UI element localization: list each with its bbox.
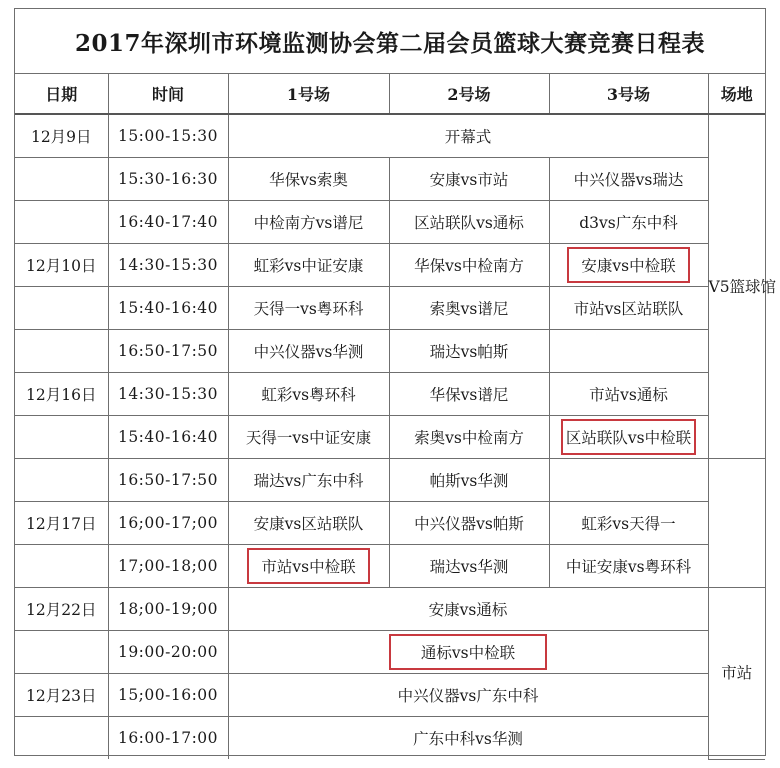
table-row [15,717,765,760]
match-cell-court-3 [549,244,708,287]
match-cell-court-2: 帕斯vs华测 [389,459,549,502]
table-row [15,674,765,717]
time-cell: 15:00-15:30 [108,114,228,158]
match-cell-span: 中兴仪器vs广东中科 [228,674,708,717]
date-cell: 12月16日 [15,373,108,416]
time-cell: 15;00-16:00 [108,674,228,717]
table-row [15,244,765,287]
venue-cell-city-station: 市站 [708,588,765,760]
date-cell: 12月9日 [15,114,108,158]
time-cell: 15:30-16:30 [108,158,228,201]
match-cell-span [228,631,708,674]
match-cell-court-1: 瑞达vs广东中科 [228,459,389,502]
table-row [15,459,765,502]
table-row [15,545,765,588]
match-cell-court-1: 虹彩vs中证安康 [228,244,389,287]
match-cell-court-3 [549,459,708,502]
date-cell [15,545,108,588]
date-cell: 12月23日 [15,674,108,717]
match-cell-court-1: 天得一vs粤环科 [228,287,389,330]
table-header-row [15,73,765,114]
table-row [15,373,765,416]
date-cell [15,631,108,674]
schedule-table [15,73,777,760]
time-cell: 14:30-15:30 [108,244,228,287]
match-cell-span: 广东中科vs华测 [228,717,708,760]
match-cell-span: 安康vs通标 [228,588,708,631]
header-court-2: 2号场 [389,73,549,114]
match-cell-court-2: 瑞达vs华测 [389,545,549,588]
time-cell: 18;00-19;00 [108,588,228,631]
highlighted-match: 市站vs中检联 [247,548,369,584]
date-cell [15,416,108,459]
match-cell-court-3: 中证安康vs粤环科 [549,545,708,588]
date-cell [15,459,108,502]
header-date: 日期 [15,73,108,114]
date-cell [15,330,108,373]
match-cell-court-2: 华保vs中检南方 [389,244,549,287]
time-cell: 16:50-17:50 [108,459,228,502]
highlighted-match: 区站联队vs中检联 [561,419,696,455]
match-cell-court-1: 中检南方vs谱尼 [228,201,389,244]
header-court-3: 3号场 [549,73,708,114]
match-cell-court-1 [228,545,389,588]
highlighted-match: 安康vs中检联 [567,247,689,283]
match-cell-court-1: 虹彩vs粤环科 [228,373,389,416]
date-cell [15,201,108,244]
match-cell-court-3: 市站vs通标 [549,373,708,416]
table-row [15,631,765,674]
table-row [15,416,765,459]
time-cell: 16;00-17;00 [108,502,228,545]
time-cell: 16:00-17:00 [108,717,228,760]
highlighted-match: 通标vs中检联 [389,634,547,670]
table-row [15,158,765,201]
time-cell: 15:40-16:40 [108,287,228,330]
match-cell-court-3 [549,416,708,459]
match-cell-court-3 [549,330,708,373]
date-cell [15,717,108,760]
table-row [15,201,765,244]
match-cell-court-2: 区站联队vs通标 [389,201,549,244]
match-cell-court-1: 华保vs索奥 [228,158,389,201]
header-venue: 场地 [708,73,765,114]
match-cell-court-2: 华保vs谱尼 [389,373,549,416]
match-cell-court-2: 瑞达vs帕斯 [389,330,549,373]
match-cell-court-3: 中兴仪器vs瑞达 [549,158,708,201]
table-row [15,287,765,330]
table-row [15,330,765,373]
date-cell: 12月22日 [15,588,108,631]
match-cell-court-2: 索奥vs中检南方 [389,416,549,459]
match-cell-court-2: 中兴仪器vs帕斯 [389,502,549,545]
table-row [15,114,765,158]
match-cell-span: 开幕式 [228,114,708,158]
table-row [15,502,765,545]
date-cell [15,287,108,330]
match-cell-court-3: 市站vs区站联队 [549,287,708,330]
match-cell-court-1: 安康vs区站联队 [228,502,389,545]
header-time: 时间 [108,73,228,114]
match-cell-court-1: 中兴仪器vs华测 [228,330,389,373]
date-cell: 12月17日 [15,502,108,545]
table-row [15,588,765,631]
time-cell: 17;00-18;00 [108,545,228,588]
match-cell-court-2: 安康vs市站 [389,158,549,201]
date-cell: 12月10日 [15,244,108,287]
match-cell-court-2: 索奥vs谱尼 [389,287,549,330]
match-cell-court-3: d3vs广东中科 [549,201,708,244]
match-cell-court-3: 虹彩vs天得一 [549,502,708,545]
time-cell: 16:40-17:40 [108,201,228,244]
time-cell: 19:00-20:00 [108,631,228,674]
time-cell: 14:30-15:30 [108,373,228,416]
time-cell: 16:50-17:50 [108,330,228,373]
match-cell-court-1: 天得一vs中证安康 [228,416,389,459]
venue-cell-v5: V5篮球馆 [708,114,765,459]
header-court-1: 1号场 [228,73,389,114]
schedule-sheet [14,8,777,756]
schedule-title: 2017年深圳市环境监测协会第二届会员篮球大赛竞赛日程表 [15,9,765,74]
time-cell: 15:40-16:40 [108,416,228,459]
date-cell [15,158,108,201]
